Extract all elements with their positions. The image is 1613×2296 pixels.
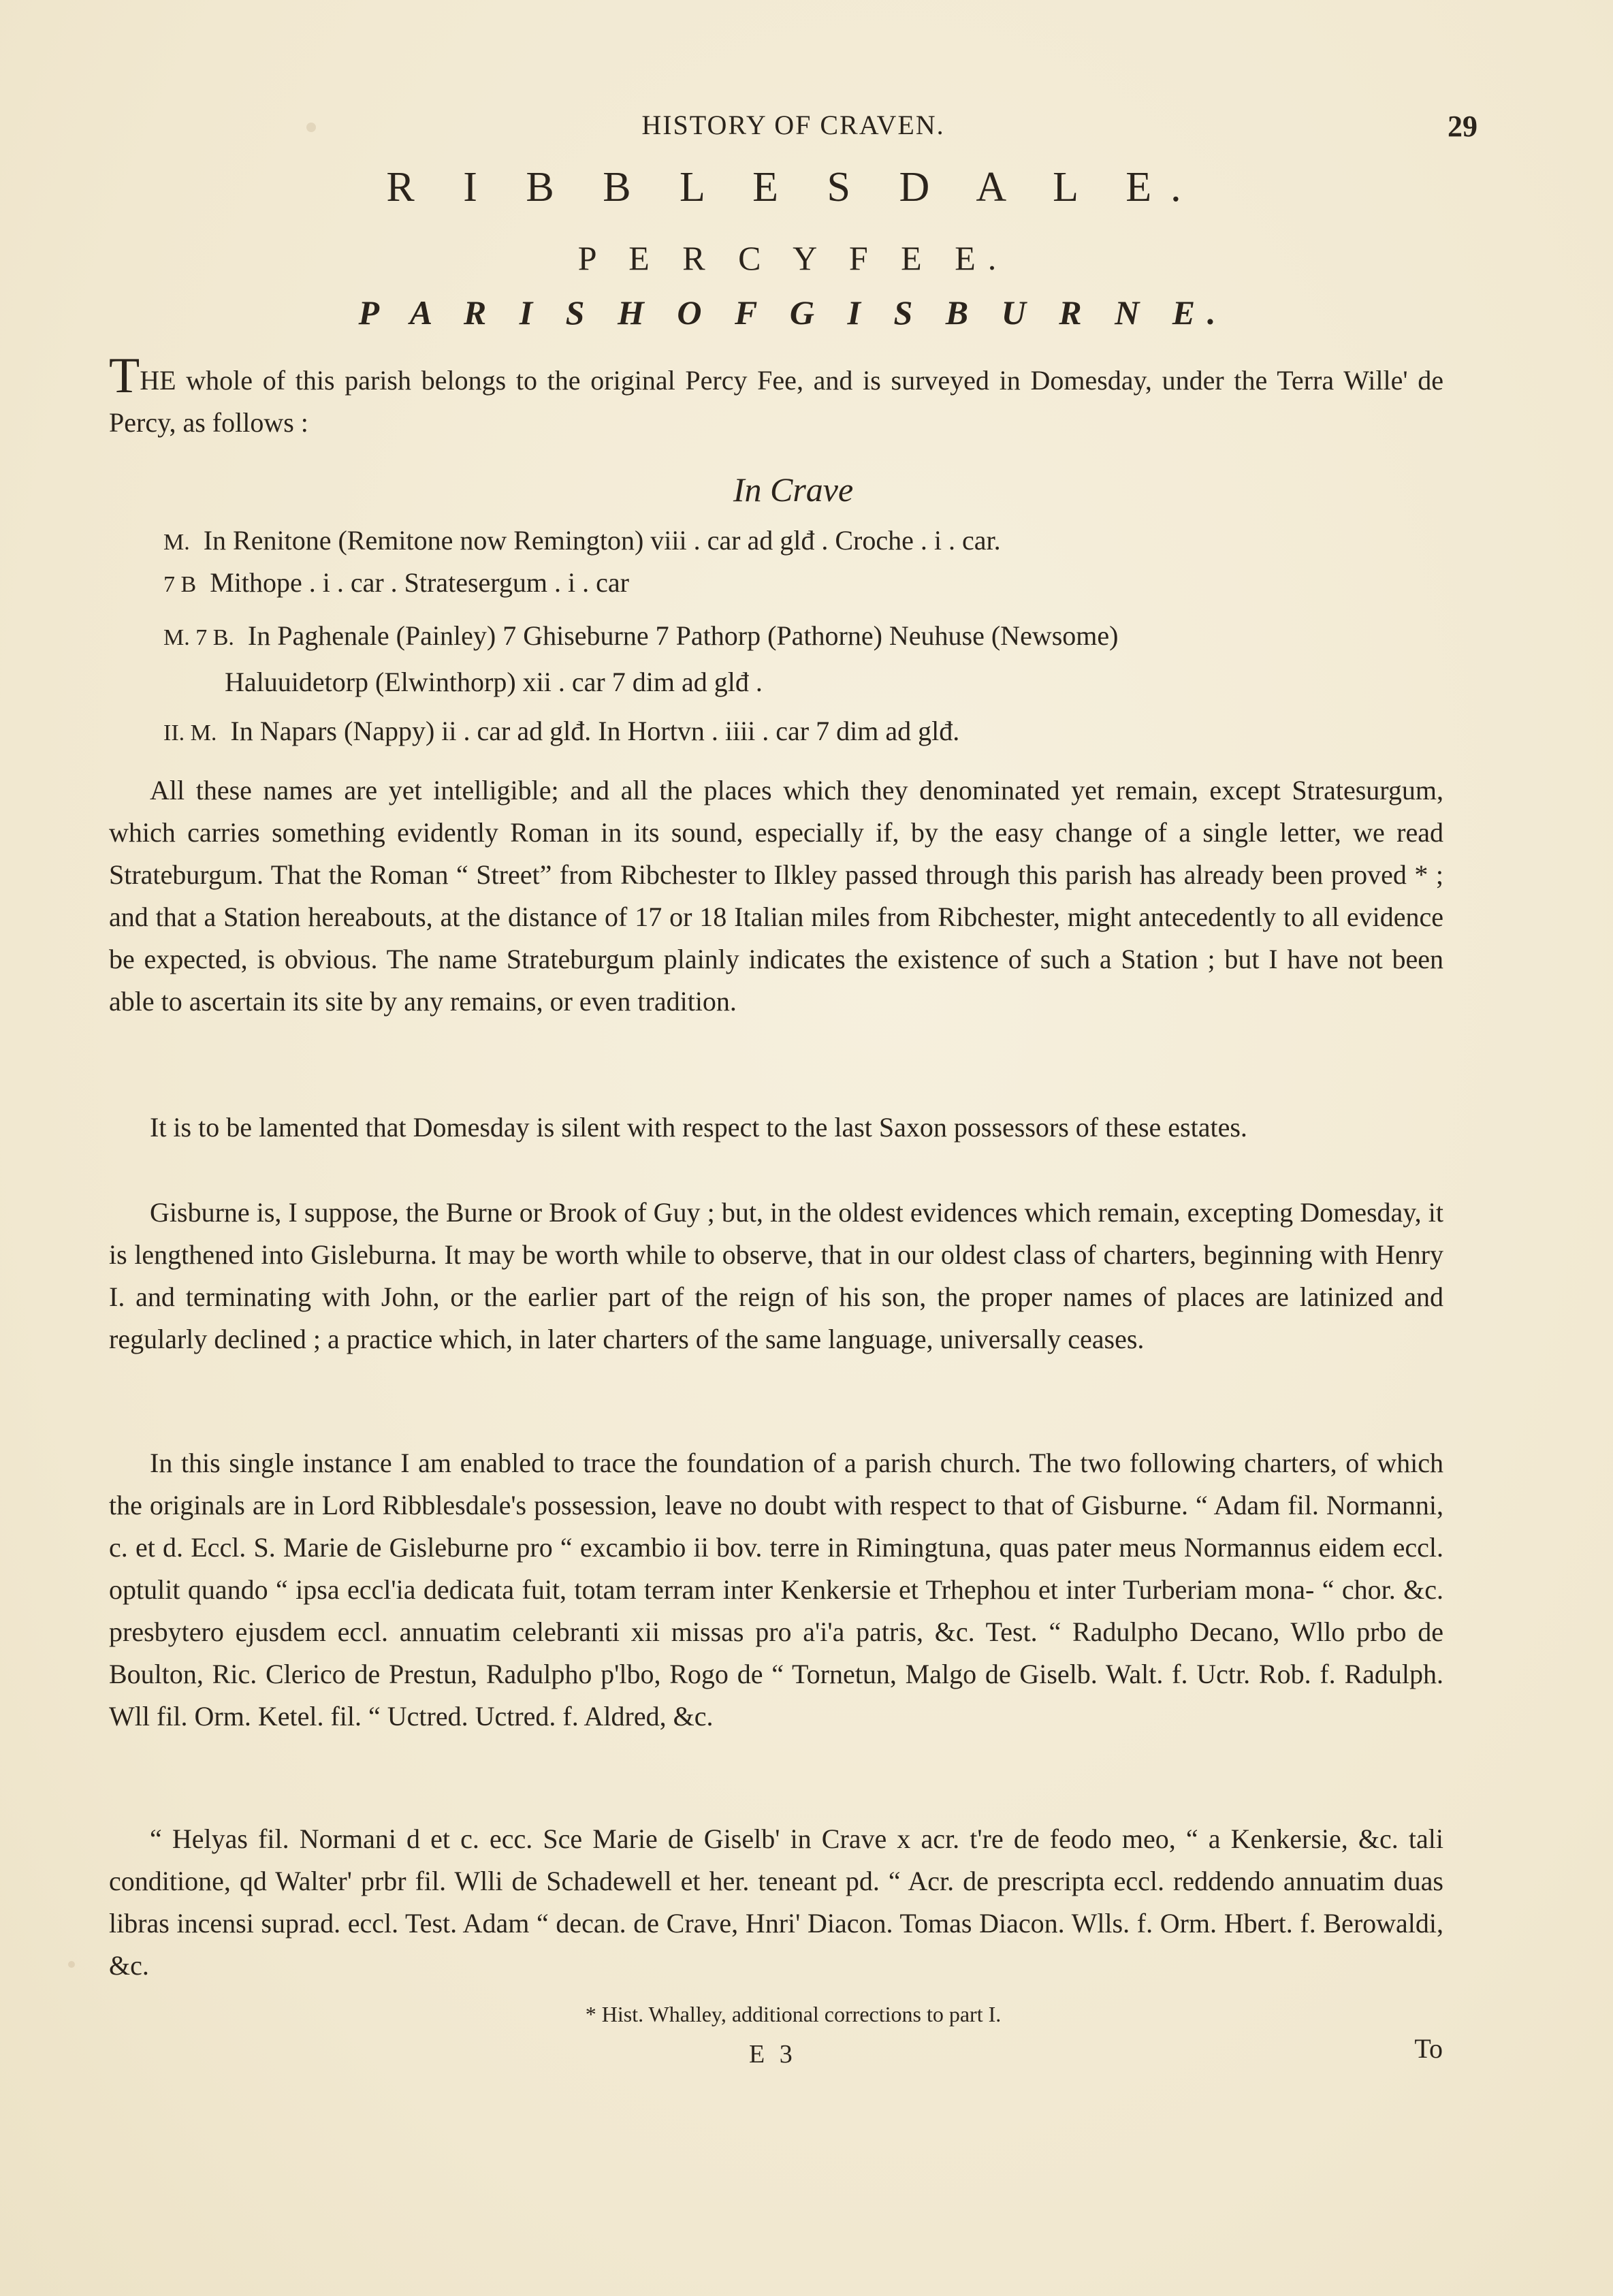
section-title: R I B B L E S D A L E. <box>386 164 1200 210</box>
in-crave-heading: In Crave <box>733 471 854 509</box>
domesday-line <box>163 715 959 747</box>
intro-paragraph <box>109 348 1443 444</box>
body-paragraph: All these names are yet intelligible; and all the places which they denominated yet remain, except Stratesurgum, which carries something evidently Roman in its sound, especially if, by the easy change of a single letter, we read Strateburgum. That the Roman “ Street” from Ribchester to Ilkley passed through this parish has already been proved * ; and that a Station hereabouts, at the distance of 17 or 18 Italian miles from Ribchester, might antecedently to all evidence be expected, is obvious. The name Strateburgum plainly indicates the existence of such a Station ; but I have not been able to ascertain its site by any remains, or even tradition. <box>109 775 1443 1017</box>
margin-note: M. <box>163 530 190 555</box>
margin-note: M. 7 B. <box>163 625 234 650</box>
page-number: 29 <box>1448 110 1478 143</box>
page-header <box>109 109 1478 150</box>
section-subtitle: P E R C Y F E E. <box>577 239 1009 277</box>
body-paragraph: “ Helyas fil. Normani d et c. ecc. Sce Marie de Giselb' in Crave x acr. t're de feodo meo, “ a Kenkersie, &c. tali conditione, qd Walter' prbr fil. Wlli de Schadewell et her. teneant pd. “ Acr. de prescripta eccl. reddendo annuatim duas libras incensi suprad. eccl. Test. Adam “ decan. de Crave, Hnri' Diacon. Tomas Diacon. Wlls. f. Orm. Hbert. f. Berowaldi, &c. <box>109 1823 1443 1981</box>
domesday-text: Haluuidetorp (Elwinthorp) xii . car 7 dim ad glđ . <box>225 667 763 697</box>
domesday-text: Mithope . i . car . Stratesergum . i . car <box>210 567 629 598</box>
body-paragraph: It is to be lamented that Domesday is silent with respect to the last Saxon possessors of these estates. <box>150 1112 1247 1143</box>
domesday-text: In Napars (Nappy) ii . car ad glđ. In Hortvn . iiii . car 7 dim ad glđ. <box>230 716 960 746</box>
domesday-line <box>163 567 629 599</box>
running-head: HISTORY OF CRAVEN. <box>641 110 945 140</box>
body-paragraph: Gisburne is, I suppose, the Burne or Brook of Guy ; but, in the oldest evidences which remain, excepting Domesday, it is lengthened into Gisleburna. It may be worth while to observe, that in our oldest class of charters, beginning with Henry I. and terminating with John, or the earlier part of the reign of his son, the proper names of places are latinized and regularly declined ; a practice which, in later charters of the same language, universally ceases. <box>109 1197 1443 1354</box>
domesday-line <box>163 620 1118 652</box>
domesday-text: In Renitone (Remitone now Remington) viii . car ad glđ . Croche . i . car. <box>203 525 1001 556</box>
intro-text: HE whole of this parish belongs to the original Percy Fee, and is surveyed in Domesday, under the Terra Wille' de Percy, as follows : <box>109 365 1443 438</box>
catchword: To <box>1414 2033 1443 2064</box>
margin-note: 7 B <box>163 572 197 597</box>
signature-mark: E 3 <box>749 2040 797 2069</box>
footnote: * Hist. Whalley, additional corrections to part I. <box>585 2002 1002 2026</box>
parish-heading: P A R I S H O F G I S B U R N E. <box>358 293 1228 332</box>
paper-stain <box>68 1961 75 1968</box>
body-paragraph: In this single instance I am enabled to trace the foundation of a parish church. The two following charters, of which the originals are in Lord Ribblesdale's possession, leave no doubt with respect to that of Gisburne. “ Adam fil. Normanni, c. et d. Eccl. S. Marie de Gisleburne pro “ excambio ii bov. terre in Rimingtuna, quas pater meus Normannus eidem eccl. optulit quando “ ipsa eccl'ia dedicata fuit, totam terram inter Kenkersie et Trhephou et inter Turberiam mona- “ chor. &c. presbytero ejusdem eccl. annuatim celebranti xii missas pro a'i'a patris, &c. Test. “ Radulpho Decano, Wllo prbo de Boulton, Ric. Clerico de Prestun, Radulpho p'lbo, Rogo de “ Tornetun, Malgo de Giselb. Walt. f. Uctr. Rob. f. Radulph. Wll fil. Orm. Ketel. fil. “ Uctred. Uctred. f. Aldred, &c. <box>109 1448 1443 1732</box>
domesday-line <box>218 666 763 698</box>
margin-note: II. M. <box>163 720 217 746</box>
drop-cap: T <box>109 348 140 404</box>
domesday-line <box>163 524 1001 556</box>
domesday-text: In Paghenale (Painley) 7 Ghiseburne 7 Pathorp (Pathorne) Neuhuse (Newsome) <box>247 620 1119 651</box>
